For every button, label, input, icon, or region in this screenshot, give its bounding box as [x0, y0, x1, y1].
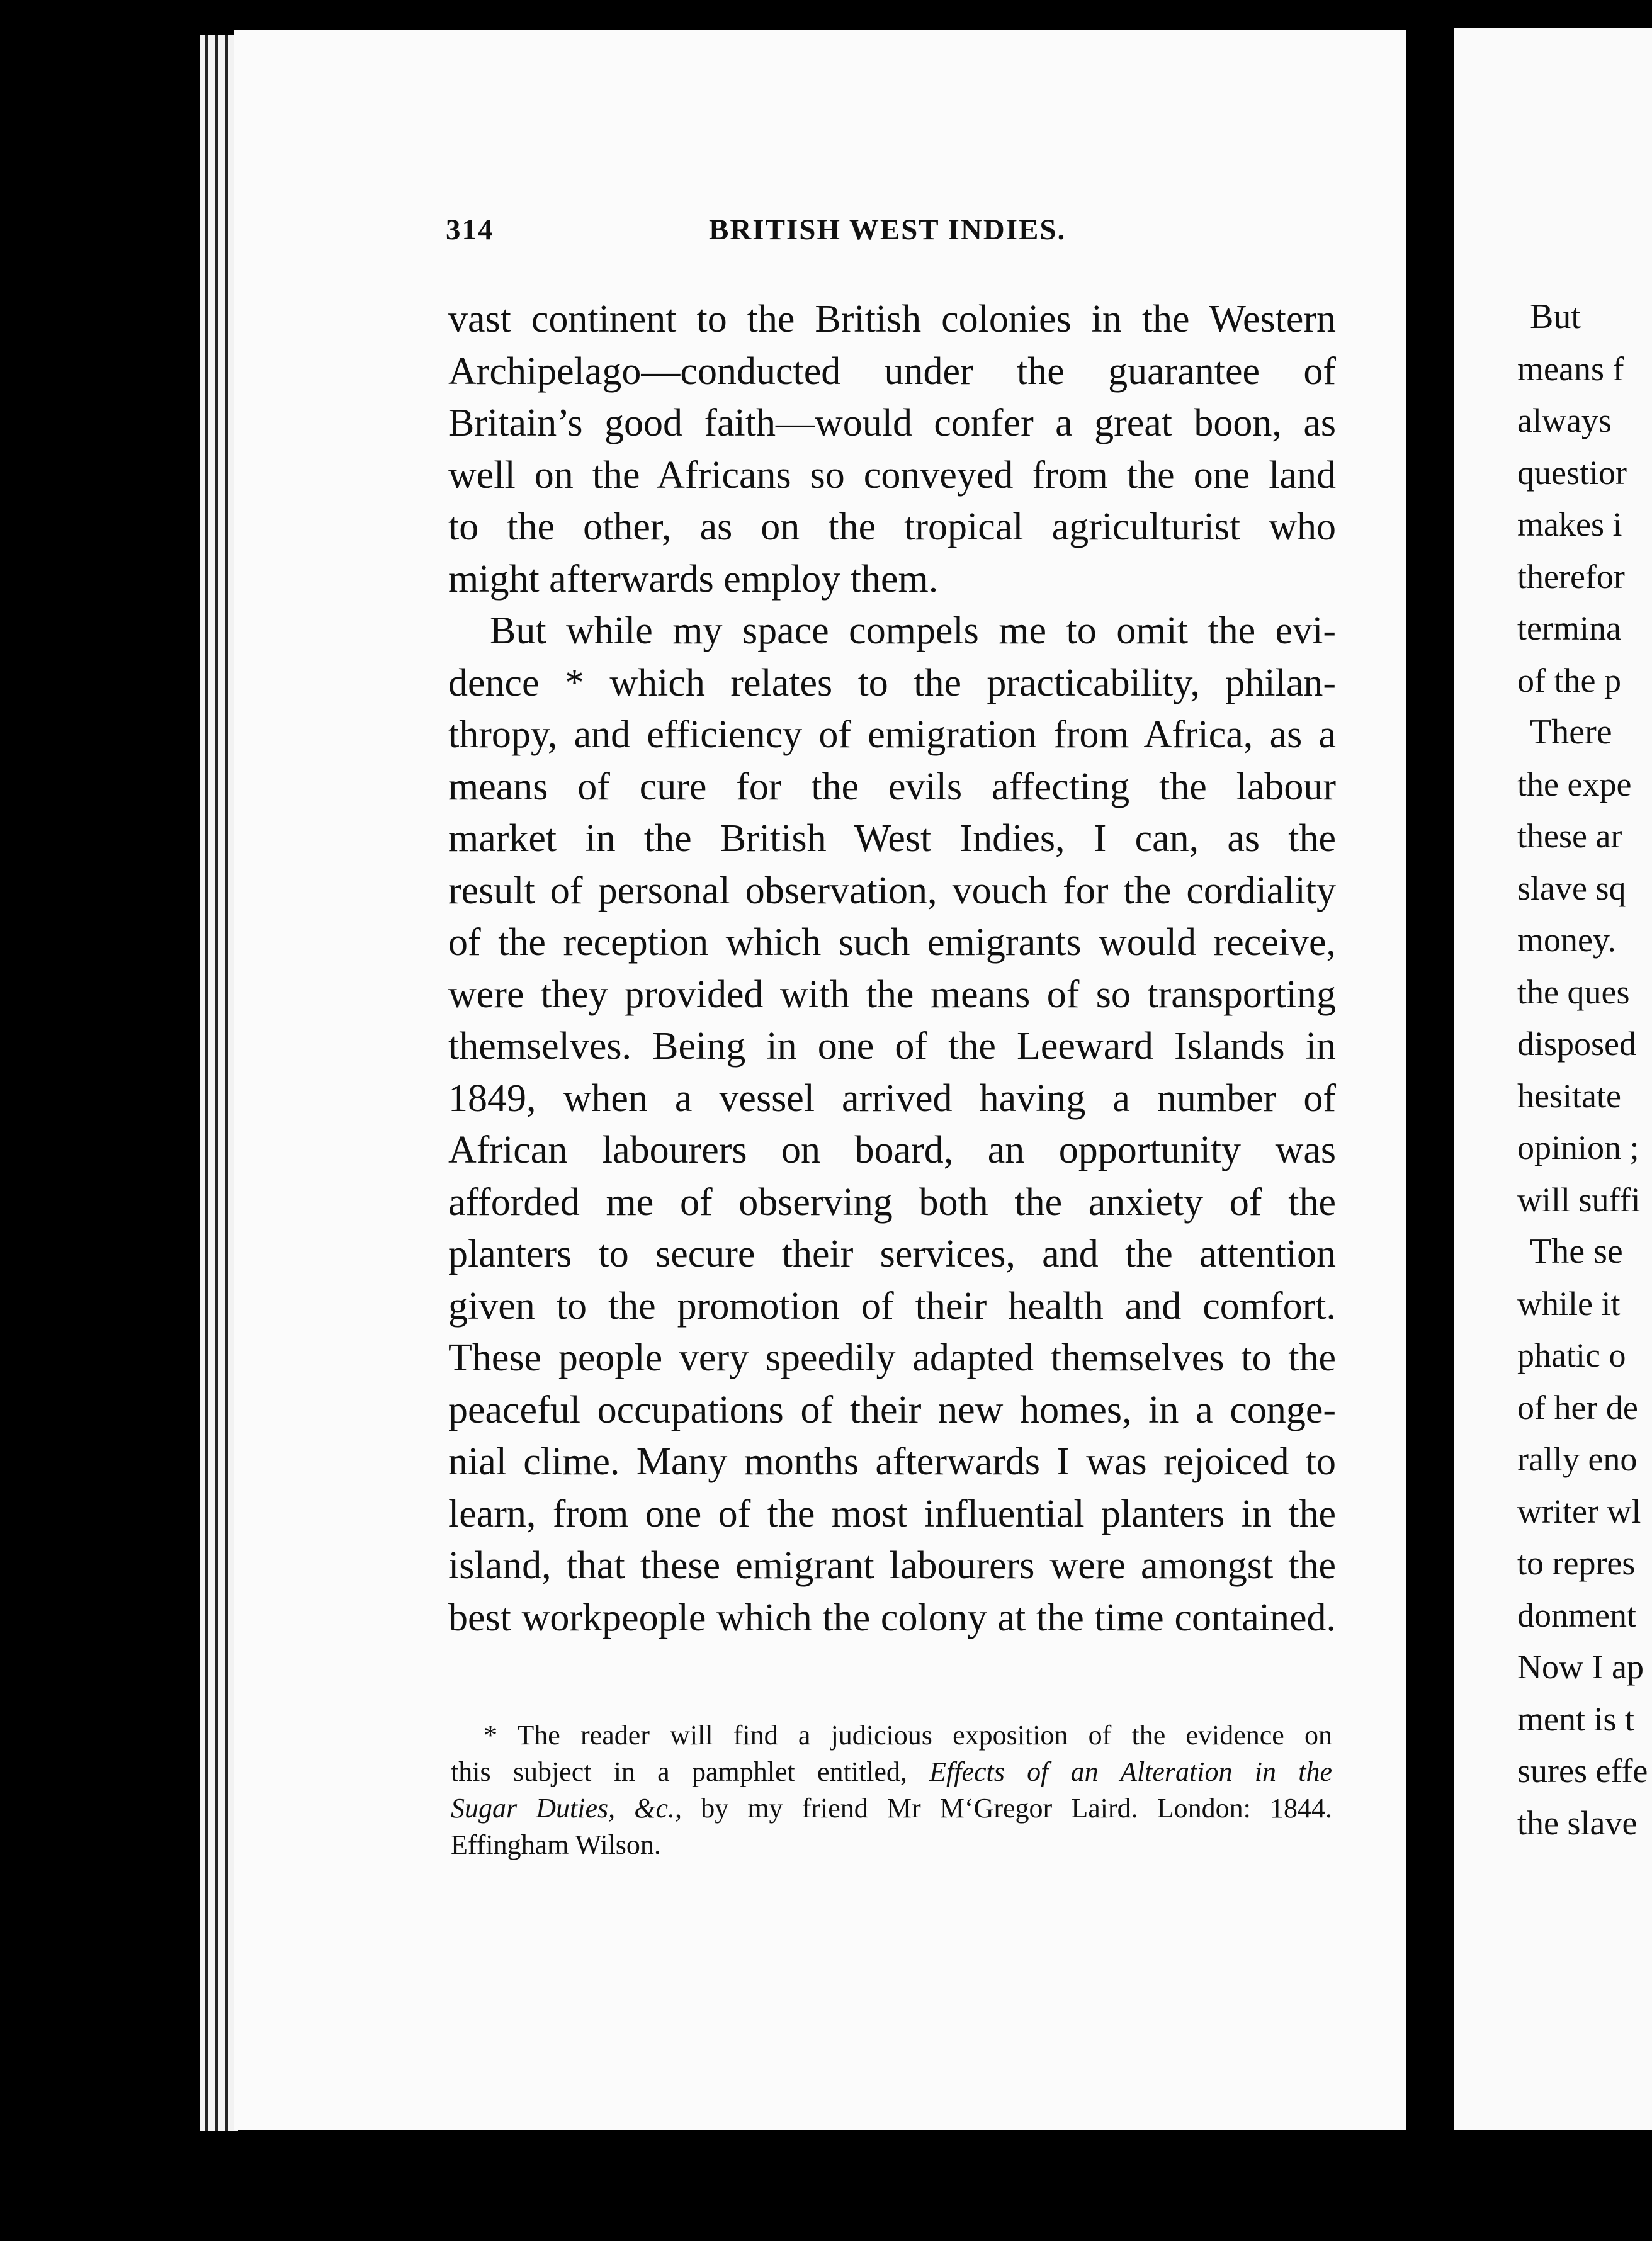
- text-line: these ar: [1517, 817, 1622, 855]
- right-page-cropped: [1454, 28, 1652, 2130]
- text-line: result of personal observation, vouch for the cordiality: [448, 869, 1336, 912]
- text-line: slave sq: [1517, 869, 1626, 907]
- page-edge-line: [215, 35, 218, 2131]
- text-line: Archipelago—conducted under the guarantee of: [448, 349, 1336, 393]
- text-line: always: [1517, 402, 1612, 439]
- text-line: while it: [1517, 1284, 1621, 1323]
- text-line: to the other, as on the tropical agriculturist who: [448, 505, 1336, 548]
- page-edge-line: [205, 35, 208, 2131]
- text-line: best workpeople which the colony at the time contained.: [448, 1596, 1336, 1639]
- text-line: writer wl: [1517, 1492, 1641, 1530]
- text-line: of her de: [1517, 1388, 1638, 1426]
- text-line: rally eno: [1517, 1440, 1638, 1478]
- text-line: themselves. Being in one of the Leeward Islands in: [448, 1025, 1336, 1068]
- footnote-title: Effects of an Alteration in the: [929, 1756, 1332, 1787]
- text-line: means f: [1517, 349, 1624, 388]
- text-line: questior: [1517, 453, 1627, 492]
- text-line: disposed: [1517, 1025, 1636, 1063]
- text-line: might afterwards employ them.: [448, 557, 939, 601]
- text-line: will suffi: [1517, 1180, 1641, 1219]
- text-line: therefor: [1517, 557, 1625, 596]
- right-page-text: [1517, 291, 1648, 1849]
- footnote-title: Sugar Duties, &c.,: [451, 1793, 682, 1824]
- footnote-line: [451, 1754, 1332, 1790]
- footnote-line: * The reader will find a judicious exposition of the evidence on: [484, 1720, 1332, 1751]
- text-line: of the reception which such emigrants would receive,: [448, 921, 1336, 964]
- text-line: learn, from one of the most influential planters in the: [448, 1492, 1336, 1535]
- running-head: [446, 213, 1308, 263]
- text-line: Now I ap: [1517, 1648, 1644, 1686]
- text-line: well on the Africans so conveyed from the one land: [448, 453, 1336, 497]
- page-edges: [200, 35, 238, 2131]
- text-line: The se: [1530, 1232, 1623, 1271]
- text-line: afforded me of observing both the anxiety of the: [448, 1180, 1336, 1224]
- text-line: But: [1530, 297, 1581, 336]
- text-line: termina: [1517, 609, 1621, 647]
- page-edge-line: [225, 35, 228, 2131]
- text-line: vast continent to the British colonies in the Western: [448, 298, 1336, 341]
- footnote: [451, 1717, 1332, 1863]
- footnote-text: this subject in a pamphlet entitled,: [451, 1756, 930, 1787]
- text-line: hesitate: [1517, 1076, 1621, 1115]
- text-line: phatic o: [1517, 1336, 1626, 1374]
- text-line: the slave: [1517, 1804, 1638, 1842]
- text-line: sures effe: [1517, 1752, 1648, 1790]
- book-gutter: [1406, 25, 1454, 2165]
- text-line: means of cure for the evils affecting the labour: [448, 765, 1336, 808]
- text-line: There: [1530, 713, 1612, 752]
- text-line: makes i: [1517, 505, 1622, 543]
- text-line: 1849, when a vessel arrived having a number of: [448, 1076, 1336, 1120]
- body-text: [448, 293, 1336, 1644]
- text-line: ment is t: [1517, 1700, 1634, 1738]
- left-page: [234, 30, 1406, 2130]
- text-line: money.: [1517, 921, 1616, 959]
- text-line: market in the British West Indies, I can, as the: [448, 817, 1336, 860]
- text-line: of the p: [1517, 661, 1621, 699]
- page-number: 314: [446, 213, 494, 246]
- text-line: to repres: [1517, 1544, 1636, 1582]
- text-line: the ques: [1517, 973, 1630, 1011]
- text-line: African labourers on board, an opportunity was: [448, 1129, 1336, 1171]
- running-head-title: BRITISH WEST INDIES.: [709, 213, 1066, 246]
- text-line: donment: [1517, 1596, 1636, 1634]
- text-line: were they provided with the means of so transporting: [448, 973, 1336, 1016]
- text-line: But while my space compels me to omit the evi-: [490, 609, 1336, 652]
- text-line: nial clime. Many months afterwards I was rejoiced to: [448, 1440, 1336, 1483]
- text-line: Britain’s good faith—would confer a great boon, as: [448, 402, 1336, 444]
- text-line: These people very speedily adapted themselves to the: [448, 1336, 1336, 1379]
- text-line: the expe: [1517, 765, 1632, 803]
- text-line: island, that these emigrant labourers were amongst the: [448, 1544, 1336, 1587]
- text-line: given to the promotion of their health and comfort.: [448, 1284, 1336, 1328]
- text-line: thropy, and efficiency of emigration from Africa, as a: [448, 713, 1336, 756]
- text-line: peaceful occupations of their new homes, in a conge-: [448, 1388, 1336, 1431]
- footnote-line: Effingham Wilson.: [451, 1829, 661, 1860]
- footnote-line: [451, 1790, 1332, 1827]
- text-line: dence * which relates to the practicability, philan-: [448, 661, 1336, 704]
- footnote-text: by my friend Mr M‘Gregor Laird. London: 1844.: [682, 1793, 1332, 1824]
- text-line: planters to secure their services, and the attention: [448, 1233, 1336, 1275]
- text-line: opinion ;: [1517, 1129, 1639, 1166]
